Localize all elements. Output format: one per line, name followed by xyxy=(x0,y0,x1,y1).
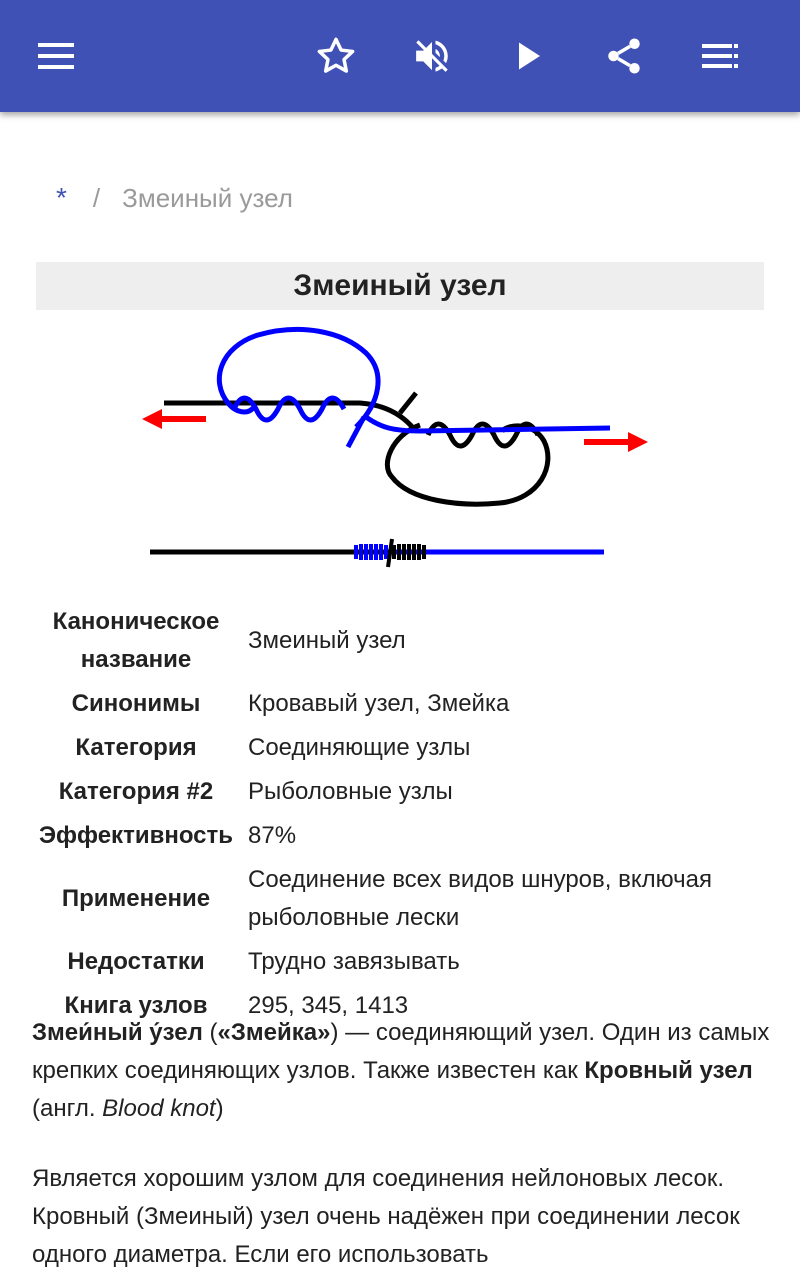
term-bold: Змеи́ный у́зел xyxy=(32,1019,203,1046)
breadcrumb xyxy=(56,182,293,214)
infobox-table xyxy=(32,600,772,1028)
breadcrumb-separator: / xyxy=(92,183,101,213)
row-key: Применение xyxy=(61,885,211,912)
row-value: Кровавый узел, Змейка xyxy=(248,690,510,717)
article-paragraph-2: Является хорошим узлом для соединения нейлоновых лесок. Кровный (Змеиный) узел очень надёжен при соединении лесок одного диаметра. Если его использовать xyxy=(32,1165,740,1268)
blue-end-tick xyxy=(348,417,364,447)
text: ) xyxy=(215,1095,224,1122)
table-row xyxy=(32,600,772,682)
volume-off-icon[interactable] xyxy=(402,26,462,86)
row-value: Рыболовные узлы xyxy=(248,778,453,805)
star-icon[interactable] xyxy=(306,26,366,86)
alt-name-bold: Кровный узел xyxy=(584,1057,753,1084)
tied-center-tick xyxy=(388,539,392,567)
row-value: 295, 345, 1413 xyxy=(248,992,409,1019)
table-row xyxy=(32,858,772,940)
row-key: Категория #2 xyxy=(58,778,214,805)
row-key: Синонимы xyxy=(71,690,201,717)
black-end-tick xyxy=(400,393,416,413)
blue-loop xyxy=(219,329,378,427)
tied-coils-black xyxy=(394,544,424,560)
table-row xyxy=(32,940,772,984)
tied-coils-blue xyxy=(356,544,386,560)
row-key: Книга узлов xyxy=(64,992,208,1019)
knot-diagram xyxy=(130,317,670,587)
table-row xyxy=(32,682,772,726)
arrow-left xyxy=(142,409,206,429)
table-row xyxy=(32,726,772,770)
play-icon[interactable] xyxy=(498,26,558,86)
synonym-bold: «Змейка» xyxy=(217,1019,331,1046)
text: ( xyxy=(202,1019,218,1046)
row-key: Категория xyxy=(75,734,197,761)
row-value: Трудно завязывать xyxy=(248,948,460,975)
breadcrumb-home-link[interactable]: * xyxy=(56,182,67,213)
english-name: Blood knot xyxy=(102,1095,216,1122)
row-key: Недостатки xyxy=(67,948,205,975)
article-paragraph-1 xyxy=(32,1014,776,1128)
infobox-title: Змеиный узел xyxy=(36,262,764,310)
breadcrumb-current: Змеиный узел xyxy=(122,183,293,213)
list-icon[interactable] xyxy=(690,26,750,86)
row-value: 87% xyxy=(248,822,297,849)
app-bar xyxy=(0,0,800,112)
text: (англ. xyxy=(32,1095,103,1122)
table-row xyxy=(32,770,772,814)
black-loop xyxy=(387,425,548,504)
row-value: Змеиный узел xyxy=(248,627,406,654)
row-value: Соединение всех видов шнуров, включая рыболовные лески xyxy=(248,866,712,931)
share-icon[interactable] xyxy=(594,26,654,86)
row-key: Эффективность xyxy=(38,822,234,849)
table-row xyxy=(32,814,772,858)
row-value: Соединяющие узлы xyxy=(248,734,471,761)
row-key: Каноническое название xyxy=(52,608,220,673)
text: ) — соединяющий узел. Один из самых крепких соединяющих узлов. Также известен как xyxy=(32,1019,770,1084)
arrow-right xyxy=(584,432,648,452)
menu-icon[interactable] xyxy=(26,26,86,86)
